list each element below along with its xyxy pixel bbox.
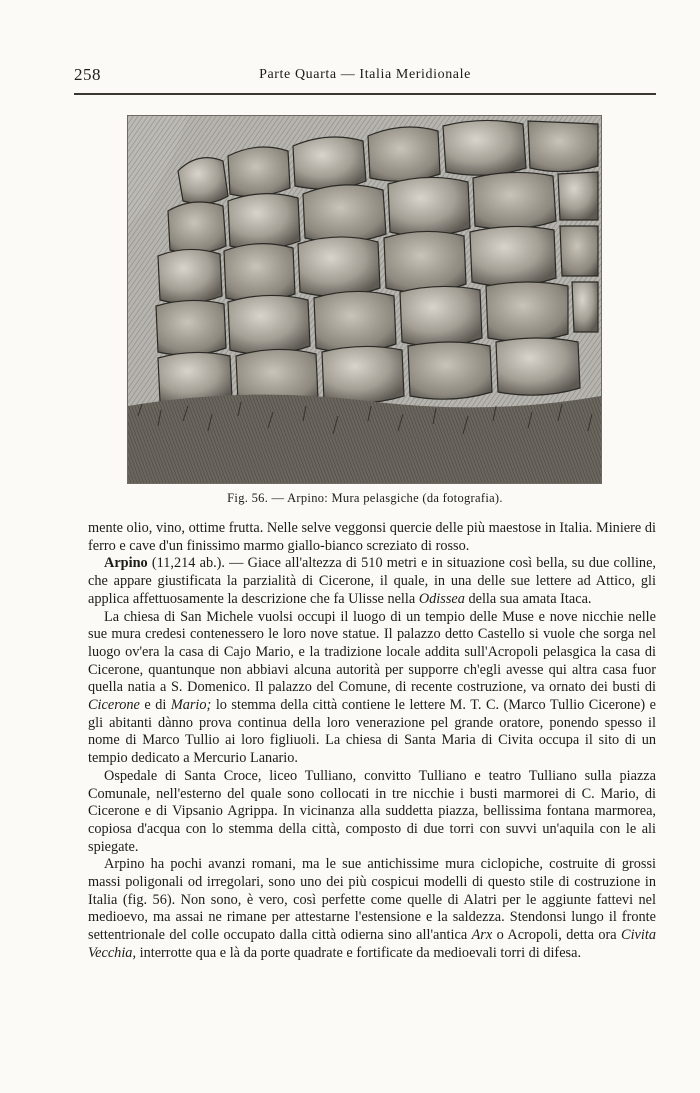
mario-italic: Mario;	[170, 697, 212, 714]
arpino-lead: Arpino	[104, 555, 148, 572]
civita-vecchia-italic: Civita Vecchia,	[88, 927, 656, 961]
paragraph-arpino	[88, 555, 656, 608]
chiesa-text-b: e di	[139, 697, 171, 714]
figure-caption: Fig. 56. — Arpino: Mura pelasgiche (da fotografia).	[227, 491, 503, 505]
odissea-italic: Odissea	[418, 590, 465, 607]
paragraph-chiesa	[88, 609, 656, 768]
cicerone-italic: Cicerone	[88, 697, 140, 714]
chiesa-text-a: La chiesa di San Michele vuolsi occupi il luogo di un tempio delle Muse e nove nicchie nelle sue mura credesi contenessero le loro nove statue. Il palazzo detto Castello si vuole che sorga nel luogo ov'era la casa di Cajo Mario, e la tradizione locale addita sull'Acropoli pelasgica la casa di Cicerone, quantunque non abbiavi alcuna autorità per supporre ch'egli avesse qui altra casa fuor quella natia a S. Domenico. Il palazzo del Comune, di recente costruzione, va ornato dei busti di	[88, 608, 656, 696]
mura-text-c: interrotte qua e là da porte quadrate e fortificate da medioevali torri di difesa.	[136, 944, 582, 961]
header-rule	[74, 93, 656, 95]
arx-italic: Arx	[471, 927, 493, 944]
chiesa-text-c: lo stemma della città contiene le lettere M. T. C. (Marco Tullio Cicerone) e gli abitanti dànno prova continua della loro venerazione pel grande oratore, ponendo spesso il nome di Marco Tullio ai loro figliuoli. La chiesa di Santa Maria di Civita occupa il sito di un tempio dedicato a Mercurio Lanario.	[88, 697, 656, 767]
arpino-text-b: della sua amata Itaca.	[464, 590, 592, 607]
mura-text-b: o Acropoli, detta ora	[492, 927, 622, 944]
paragraph-ospedale: Ospedale di Santa Croce, liceo Tulliano, convitto Tulliano e teatro Tulliano sulla piazza Comunale, nell'esterno del quale sono collocati in tre nicchie i busti marmorei di C. Mario, di Cicerone e di Vipsanio Agrippa. In vicinanza alla suddetta piazza, bellissima fontana marmorea, copiosa d'acqua con lo stemma della città, composto di due torri con suvvi un'aquila con le ali spiegate.	[88, 767, 656, 855]
paragraph-mura	[88, 856, 656, 962]
wall-illustration	[128, 116, 601, 483]
arpino-text-a: (11,214 ab.). — Giace all'altezza di 510 metri e in situazione così bella, su due colline, che appare giustificata la parzialità di Cicerone, il quale, in una delle sue lettere ad Attico, gli applica affettuosamente la descrizione che fa Ulisse nella	[88, 555, 656, 607]
page-number: 258	[74, 65, 101, 84]
figure-engraving	[127, 115, 602, 484]
page-header	[74, 62, 656, 86]
running-title: Parte Quarta — Italia Meridionale	[259, 67, 471, 82]
paragraph-continuation: mente olio, vino, ottime frutta. Nelle selve veggonsi quercie delle più maestose in Italia. Miniere di ferro e cave d'un finissimo marmo giallo-bianco screziato di rosso.	[88, 520, 656, 554]
mura-text-a: Arpino ha pochi avanzi romani, ma le sue antichissime mura ciclopiche, costruite di grossi massi poligonali od irregolari, sono uno dei più cospicui modelli di questo stile di costruzione in Italia (fig. 56). Non sono, è vero, così perfette come quelle di Alatri per le aggiunte fattevi nel medioevo, ma assai ne rimane per attestarne l'estensione e la saldezza. Stendonsi lungo il fronte settentrionale del colle occupato dalla città odierna sino all'antica	[88, 856, 656, 944]
body-text	[88, 520, 656, 963]
